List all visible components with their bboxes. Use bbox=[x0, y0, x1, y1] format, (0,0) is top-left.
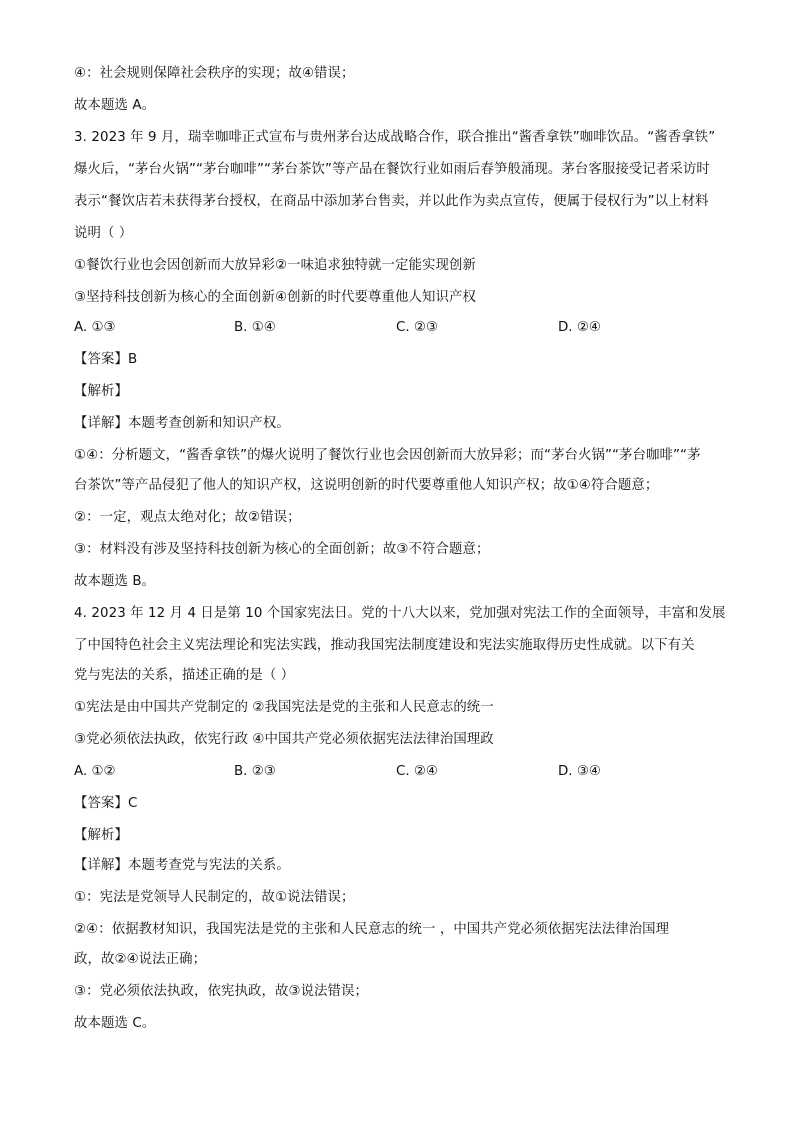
q2-conclusion: 故本题选 A。 bbox=[74, 98, 156, 113]
q3-detail-3: ③：材料没有涉及坚持科技创新为核心的全面创新；故③不符合题意； bbox=[74, 542, 490, 557]
q4-option-c: C. ②④ bbox=[396, 764, 438, 779]
q4-stem-line-2: 了中国特色社会主义宪法理论和宪法实践，推动我国宪法制度建设和宪法实施取得历史性成就。以下有关 bbox=[74, 638, 695, 653]
q3-option-a: A. ①③ bbox=[74, 320, 116, 335]
q4-detail-3: ③：党必须依法执政，依宪执政，故③说法错误； bbox=[74, 984, 369, 999]
q3-analysis-heading: 【解析】 bbox=[74, 384, 128, 399]
q4-statements-1: ①宪法是由中国共产党制定的 ②我国宪法是党的主张和人民意志的统一 bbox=[74, 700, 494, 715]
q3-detail-2: ②：一定，观点太绝对化；故②错误； bbox=[74, 510, 301, 525]
q3-statements-2: ③坚持科技创新为核心的全面创新④创新的时代要尊重他人知识产权 bbox=[74, 290, 476, 305]
q3-stem-line-3: 表示“餐饮店若未获得茅台授权，在商品中添加茅台售卖，并以此作为卖点宣传，便属于侵权行为”以上材料 bbox=[74, 194, 709, 209]
q3-answer: 【答案】B bbox=[74, 352, 138, 367]
q4-stem-line-1: 4. 2023 年 12 月 4 日是第 10 个国家宪法日。党的十八大以来，党加强对宪法工作的全面领导，丰富和发展 bbox=[74, 606, 726, 621]
q3-stem-line-1: 3. 2023 年 9 月，瑞幸咖啡正式宣布与贵州茅台达成战略合作，联合推出“酱香拿铁”咖啡饮品。“酱香拿铁” bbox=[74, 130, 716, 145]
q3-stem-line-4: 说明（ ） bbox=[74, 226, 133, 241]
q3-conclusion: 故本题选 B。 bbox=[74, 574, 156, 589]
q4-stem-line-3: 党与宪法的关系，描述正确的是（ ） bbox=[74, 668, 295, 683]
q3-option-b: B. ①④ bbox=[234, 320, 276, 335]
q3-statements-1: ①餐饮行业也会因创新而大放异彩②一味追求独特就一定能实现创新 bbox=[74, 258, 476, 273]
q4-conclusion: 故本题选 C。 bbox=[74, 1016, 156, 1031]
q4-detail-heading: 【详解】本题考查党与宪法的关系。 bbox=[74, 858, 290, 873]
q4-statements-2: ③党必须依法执政，依宪行政 ④中国共产党必须依据宪法法律治国理政 bbox=[74, 732, 494, 747]
q3-option-c: C. ②③ bbox=[396, 320, 438, 335]
q4-detail-2a: ②④：依据教材知识，我国宪法是党的主张和人民意志的统一 ，中国共产党必须依据宪法法律治国理 bbox=[74, 922, 670, 937]
q4-option-b: B. ②③ bbox=[234, 764, 276, 779]
q2-analysis-4: ④：社会规则保障社会秩序的实现；故④错误； bbox=[74, 66, 355, 81]
q3-detail-1a: ①④：分析题文，“酱香拿铁”的爆火说明了餐饮行业也会因创新而大放异彩；而“茅台火锅”“茅台咖啡”“茅 bbox=[74, 448, 701, 463]
q4-option-a: A. ①② bbox=[74, 764, 116, 779]
q4-detail-2b: 政，故②④说法正确； bbox=[74, 952, 207, 967]
q3-stem-line-2: 爆火后，“茅台火锅”“茅台咖啡”“茅台茶饮”等产品在餐饮行业如雨后春笋般涌现。茅台客服接受记者采访时 bbox=[74, 162, 710, 177]
q4-answer: 【答案】C bbox=[74, 796, 138, 811]
q3-detail-heading: 【详解】本题考查创新和知识产权。 bbox=[74, 416, 290, 431]
q3-option-d: D. ②④ bbox=[558, 320, 601, 335]
q3-detail-1b: 台茶饮”等产品侵犯了他人的知识产权，这说明创新的时代要尊重他人知识产权；故①④符合题意； bbox=[74, 478, 659, 493]
q4-analysis-heading: 【解析】 bbox=[74, 828, 128, 843]
q4-detail-1: ①：宪法是党领导人民制定的，故①说法错误； bbox=[74, 890, 355, 905]
q4-option-d: D. ③④ bbox=[558, 764, 601, 779]
